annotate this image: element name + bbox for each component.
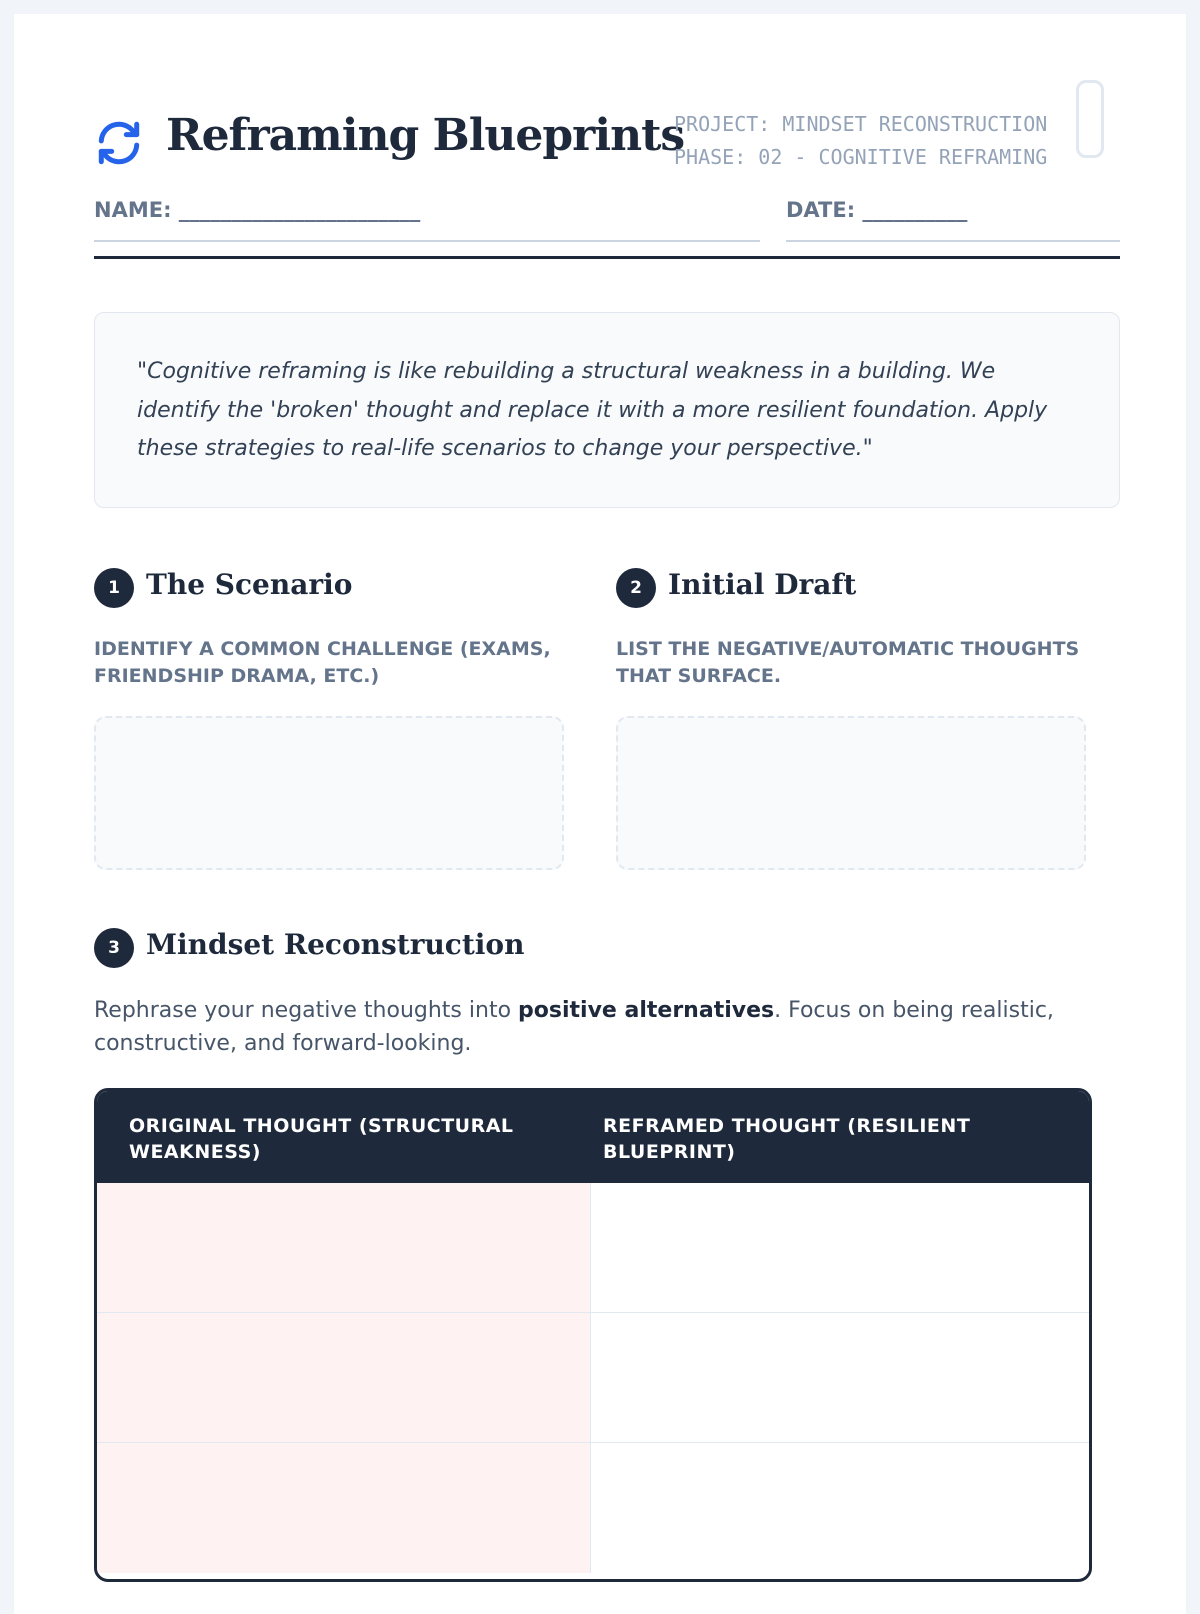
- step-2-title: Initial Draft: [668, 568, 857, 601]
- page-title: Reframing Blueprints: [166, 110, 685, 161]
- reconstruction-instruction: [94, 994, 1120, 1060]
- table-row: [97, 1313, 1089, 1443]
- instruction-text-start: Rephrase your negative thoughts into: [94, 998, 519, 1023]
- step-3-badge: 3: [94, 928, 134, 968]
- date-label: DATE: __________: [786, 198, 968, 222]
- step-3-title: Mindset Reconstruction: [146, 928, 525, 961]
- reframed-thought-cell[interactable]: [591, 1443, 1089, 1573]
- scenario-input-box[interactable]: [94, 716, 564, 870]
- phase-line: PHASE: 02 - COGNITIVE REFRAMING: [674, 145, 1048, 169]
- project-line: PROJECT: MINDSET RECONSTRUCTION: [674, 112, 1048, 136]
- project-info: [674, 108, 1100, 172]
- worksheet-header: [94, 108, 1120, 178]
- table-row: [97, 1443, 1089, 1573]
- column-header-original: ORIGINAL THOUGHT (STRUCTURAL WEAKNESS): [129, 1115, 514, 1163]
- initial-draft-input-box[interactable]: [616, 716, 1086, 870]
- corner-tag: [1076, 80, 1104, 158]
- intro-quote: "Cognitive reframing is like rebuilding a structural weakness in a building. We identify the 'broken' thought and replace it with a more resilient foundation. Apply these strategies to real-life scenarios to change your perspective.": [94, 312, 1120, 508]
- name-label: NAME: _______________________: [94, 198, 421, 222]
- original-thought-cell[interactable]: [97, 1183, 591, 1312]
- step-2-badge: 2: [616, 568, 656, 608]
- table-row: [97, 1183, 1089, 1313]
- worksheet-page: [14, 14, 1186, 1614]
- column-header-reframed: REFRAMED THOUGHT (RESILIENT BLUEPRINT): [603, 1115, 971, 1163]
- step-1-subtitle: IDENTIFY A COMMON CHALLENGE (EXAMS, FRIENDSHIP DRAMA, ETC.): [94, 638, 551, 687]
- step-2-subtitle: LIST THE NEGATIVE/AUTOMATIC THOUGHTS THAT SURFACE.: [616, 638, 1080, 687]
- step-1-title: The Scenario: [146, 568, 353, 601]
- original-thought-cell[interactable]: [97, 1443, 591, 1573]
- instruction-text-end: . Focus on being realistic, constructive, and forward-looking.: [94, 998, 1054, 1056]
- table-header: [97, 1091, 1089, 1183]
- date-field[interactable]: [786, 198, 1120, 242]
- reframed-thought-cell[interactable]: [591, 1313, 1089, 1442]
- refresh-icon: [94, 118, 144, 168]
- instruction-emphasis: positive alternatives: [518, 998, 775, 1023]
- header-divider: [94, 256, 1120, 259]
- original-thought-cell[interactable]: [97, 1313, 591, 1442]
- reframed-thought-cell[interactable]: [591, 1183, 1089, 1312]
- step-1-badge: 1: [94, 568, 134, 608]
- name-field[interactable]: [94, 198, 760, 242]
- reframing-table: [94, 1088, 1092, 1582]
